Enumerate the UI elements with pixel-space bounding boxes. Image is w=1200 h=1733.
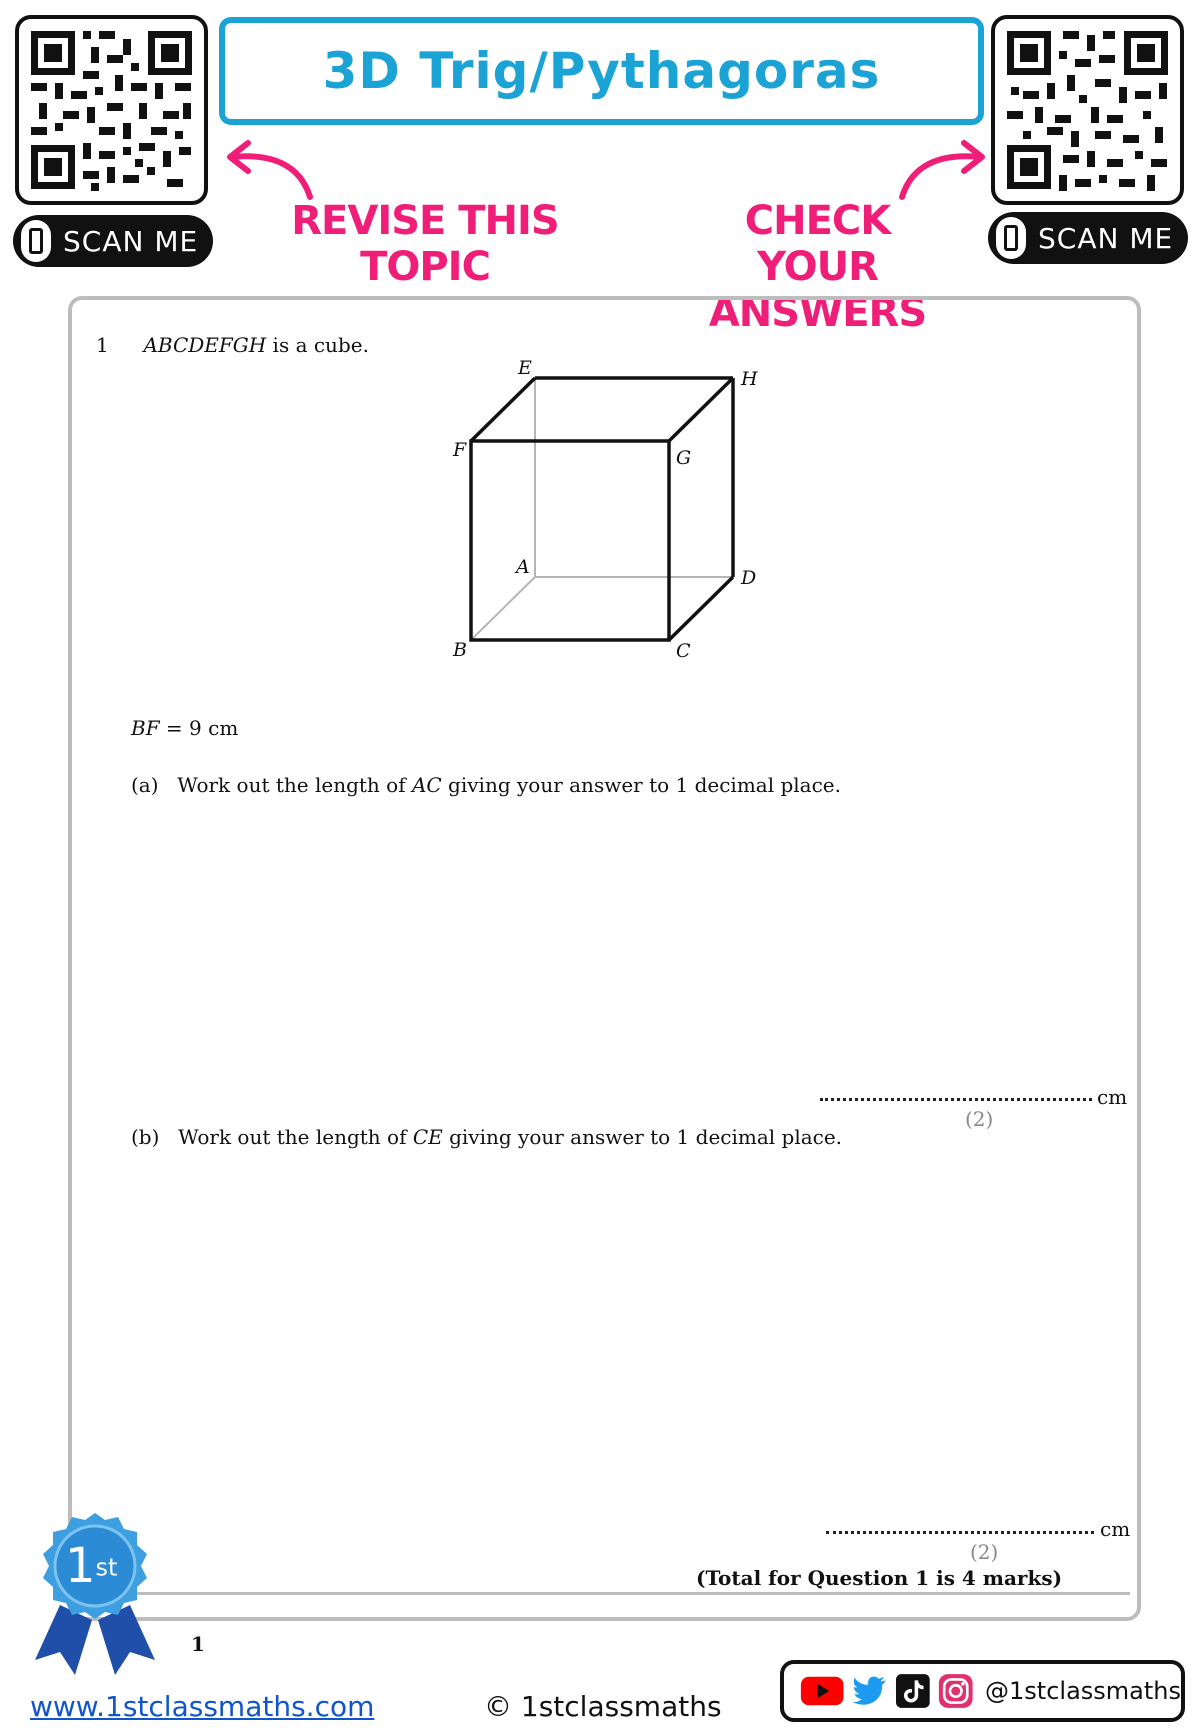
part-b-label: (b) <box>131 1125 160 1149</box>
cube-diagram <box>440 355 770 665</box>
check-line-2: ANSWERS <box>708 290 927 336</box>
qr-code-right-image <box>995 19 1180 201</box>
scan-me-right[interactable] <box>988 212 1188 264</box>
badge-number: 1 <box>65 1538 96 1594</box>
part-b-segment: CE <box>412 1125 443 1149</box>
part-b-question <box>131 1125 842 1149</box>
arrow-right-icon <box>890 135 990 205</box>
bf-value: = 9 cm <box>159 716 239 740</box>
part-b-text-before: Work out the length of <box>178 1125 413 1149</box>
total-marks: (Total for Question 1 is 4 marks) <box>696 1566 1063 1590</box>
revise-line-2: TOPIC <box>360 244 490 290</box>
instagram-icon[interactable] <box>938 1671 973 1711</box>
youtube-icon[interactable] <box>800 1673 844 1709</box>
vertex-label-C: C <box>676 640 691 662</box>
edge-GH <box>669 378 733 441</box>
scan-me-left-label: SCAN ME <box>63 224 199 258</box>
part-a-question <box>131 773 841 797</box>
edge-AB <box>471 577 535 640</box>
social-links <box>780 1660 1185 1722</box>
part-a-label: (a) <box>131 773 159 797</box>
vertex-label-H: H <box>741 368 758 390</box>
part-a-answer-line[interactable] <box>820 1098 1092 1101</box>
social-handle[interactable]: @1stclassmaths <box>985 1677 1181 1705</box>
website-link[interactable]: www.1stclassmaths.com <box>30 1690 375 1723</box>
page-number: 1 <box>191 1632 205 1656</box>
cube-name: ABCDEFGH <box>143 333 267 357</box>
edge-FE <box>471 378 535 441</box>
qr-code-answers[interactable] <box>991 15 1184 205</box>
part-b-unit: cm <box>1100 1517 1131 1541</box>
tiktok-icon[interactable] <box>896 1672 930 1710</box>
bf-given <box>131 716 238 740</box>
question-number: 1 <box>96 333 109 357</box>
part-a-segment: AC <box>411 773 442 797</box>
part-a-marks: (2) <box>965 1107 994 1131</box>
phone-icon <box>996 217 1026 259</box>
part-b-answer-line[interactable] <box>826 1531 1094 1534</box>
vertex-label-F: F <box>453 439 467 461</box>
part-b-text-after: giving your answer to 1 decimal place. <box>442 1125 843 1149</box>
check-line-1: CHECK YOUR <box>744 198 891 290</box>
badge-text <box>65 1538 117 1594</box>
divider-line <box>72 1592 1130 1595</box>
part-b-marks: (2) <box>970 1540 999 1564</box>
part-a-text-before: Work out the length of <box>177 773 412 797</box>
vertex-label-G: G <box>676 447 692 469</box>
part-a-text-after: giving your answer to 1 decimal place. <box>441 773 841 797</box>
phone-icon <box>21 220 51 262</box>
copyright-text: © 1stclassmaths <box>484 1690 722 1723</box>
title-box <box>219 17 984 125</box>
twitter-icon[interactable] <box>852 1674 887 1708</box>
vertex-label-D: D <box>741 567 757 589</box>
vertex-label-A: A <box>516 556 530 578</box>
vertex-label-E: E <box>518 357 532 379</box>
revise-topic-callout <box>290 198 560 290</box>
revise-line-1: REVISE THIS <box>291 198 559 244</box>
intro-rest: is a cube. <box>266 333 369 357</box>
question-intro <box>96 333 369 357</box>
scan-me-right-label: SCAN ME <box>1038 221 1174 255</box>
bf-label: BF <box>131 716 160 740</box>
badge-sup: st <box>95 1553 118 1582</box>
vertex-label-B: B <box>453 639 467 661</box>
arrow-left-icon <box>222 135 322 205</box>
page-title: 3D Trig/Pythagoras <box>322 42 881 100</box>
qr-code-revise[interactable] <box>15 15 208 205</box>
scan-me-left[interactable] <box>13 215 213 267</box>
part-a-unit: cm <box>1097 1085 1128 1109</box>
qr-code-left-image <box>19 19 204 201</box>
edge-CD <box>669 577 733 640</box>
